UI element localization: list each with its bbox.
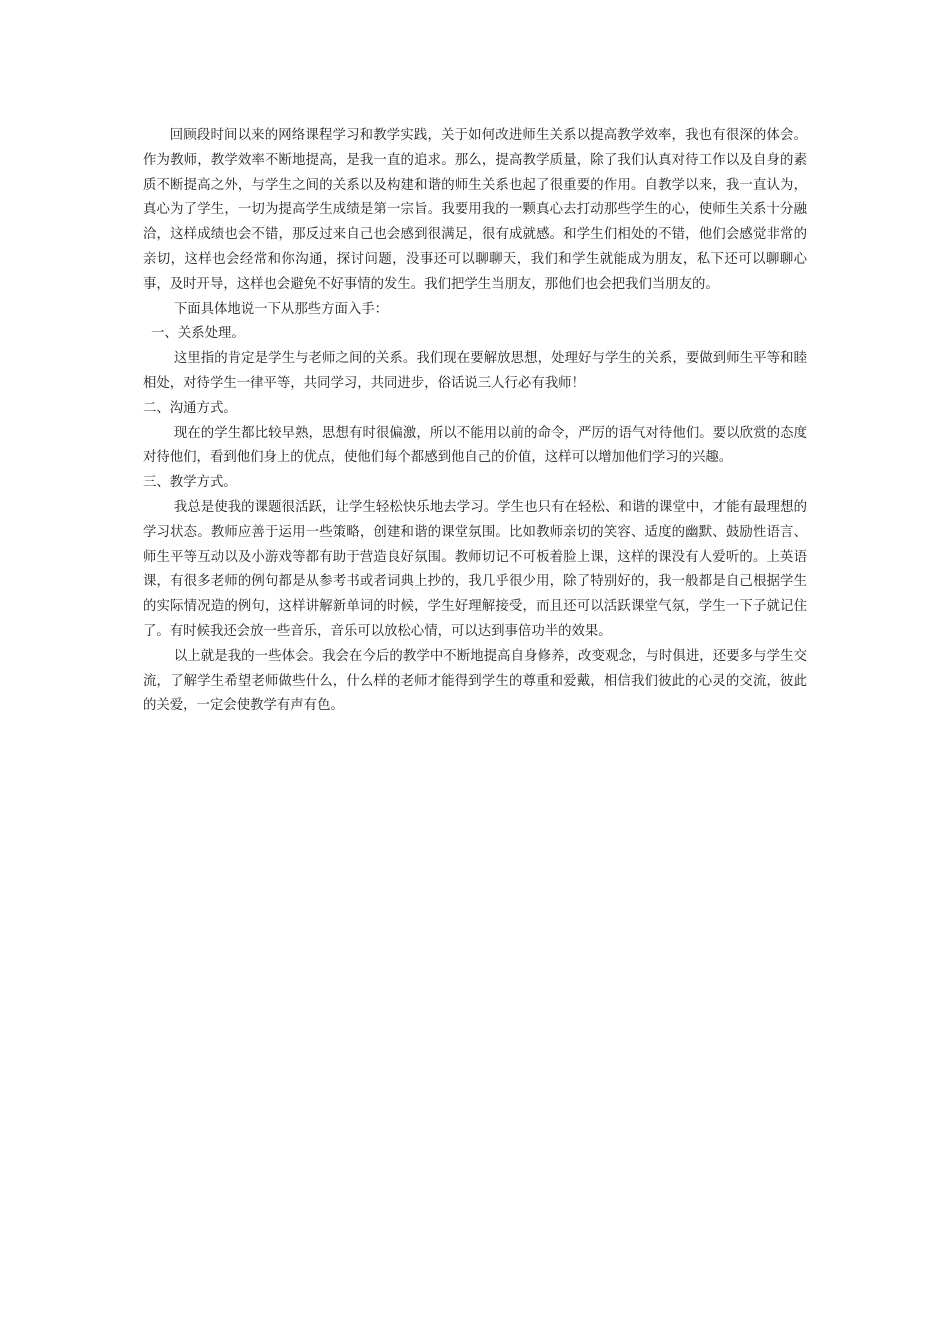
section-heading-relationship: 一、关系处理。 [151,326,245,342]
section-heading-teaching: 三、教学方式。 [143,475,237,491]
conclusion-paragraph: 以上就是我的一些体会。我会在今后的教学中不断地提高自身修养，改变观念，与时俱进，还要多与学生交流，了解学生希望老师做些什么，什么样的老师才能得到学生的尊重和爱戴，相信我们彼此的心灵的交流，彼此的关爱，一定会使教学有声有色。 [143,648,807,714]
section-heading-communication: 二、沟通方式。 [143,400,237,416]
intro-paragraph: 回顾段时间以来的网络课程学习和教学实践，关于如何改进师生关系以提高教学效率，我也有很深的体会。作为教师，教学效率不断地提高，是我一直的追求。那么，提高教学质量，除了我们认真对待工作以及自身的素质不断提高之外，与学生之间的关系以及构建和谐的师生关系也起了很重要的作用。自教学以来，我一直认为，真心为了学生，一切为提高学生成绩是第一宗旨。我要用我的一颗真心去打动那些学生的心，使师生关系十分融洽，这样成绩也会不错，那反过来自己也会感到很满足，很有成就感。和学生们相处的不错，他们会感觉非常的亲切，这样也会经常和你沟通，探讨问题，没事还可以聊聊天，我们和学生就能成为朋友，私下还可以聊聊心事，及时开导，这样也会避免不好事情的发生。我们把学生当朋友，那他们也会把我们当朋友的。 [143,128,807,292]
section-body-communication: 现在的学生都比较早熟，思想有时很偏激，所以不能用以前的命令，严厉的语气对待他们。要以欣赏的态度对待他们，看到他们身上的优点，使他们每个都感到他自己的价值，这样可以增加他们学习的兴趣。 [143,425,807,466]
section-body-teaching: 我总是使我的课题很活跃，让学生轻松快乐地去学习。学生也只有在轻松、和谐的课堂中，才能有最理想的学习状态。教师应善于运用一些策略，创建和谐的课堂氛围。比如教师亲切的笑容、适度的幽默、鼓励性语言、师生平等互动以及小游戏等都有助于营造良好氛围。教师切记不可板着脸上课，这样的课没有人爱听的。上英语课，有很多老师的例句都是从参考书或者词典上抄的，我几乎很少用，除了特别好的，我一般都是自己根据学生的实际情况造的例句，这样讲解新单词的时候，学生好理解接受，而且还可以活跃课堂气氛，学生一下子就记住了。有时候我还会放一些音乐，音乐可以放松心情，可以达到事倍功半的效果。 [143,499,807,639]
section-body-relationship: 这里指的肯定是学生与老师之间的关系。我们现在要解放思想，处理好与学生的关系，要做到师生平等和睦相处，对待学生一律平等，共同学习，共同进步，俗话说三人行必有我师！ [143,351,807,391]
transition-paragraph: 下面具体地说一下从那些方面入手： [173,301,389,317]
document-page [143,124,807,719]
